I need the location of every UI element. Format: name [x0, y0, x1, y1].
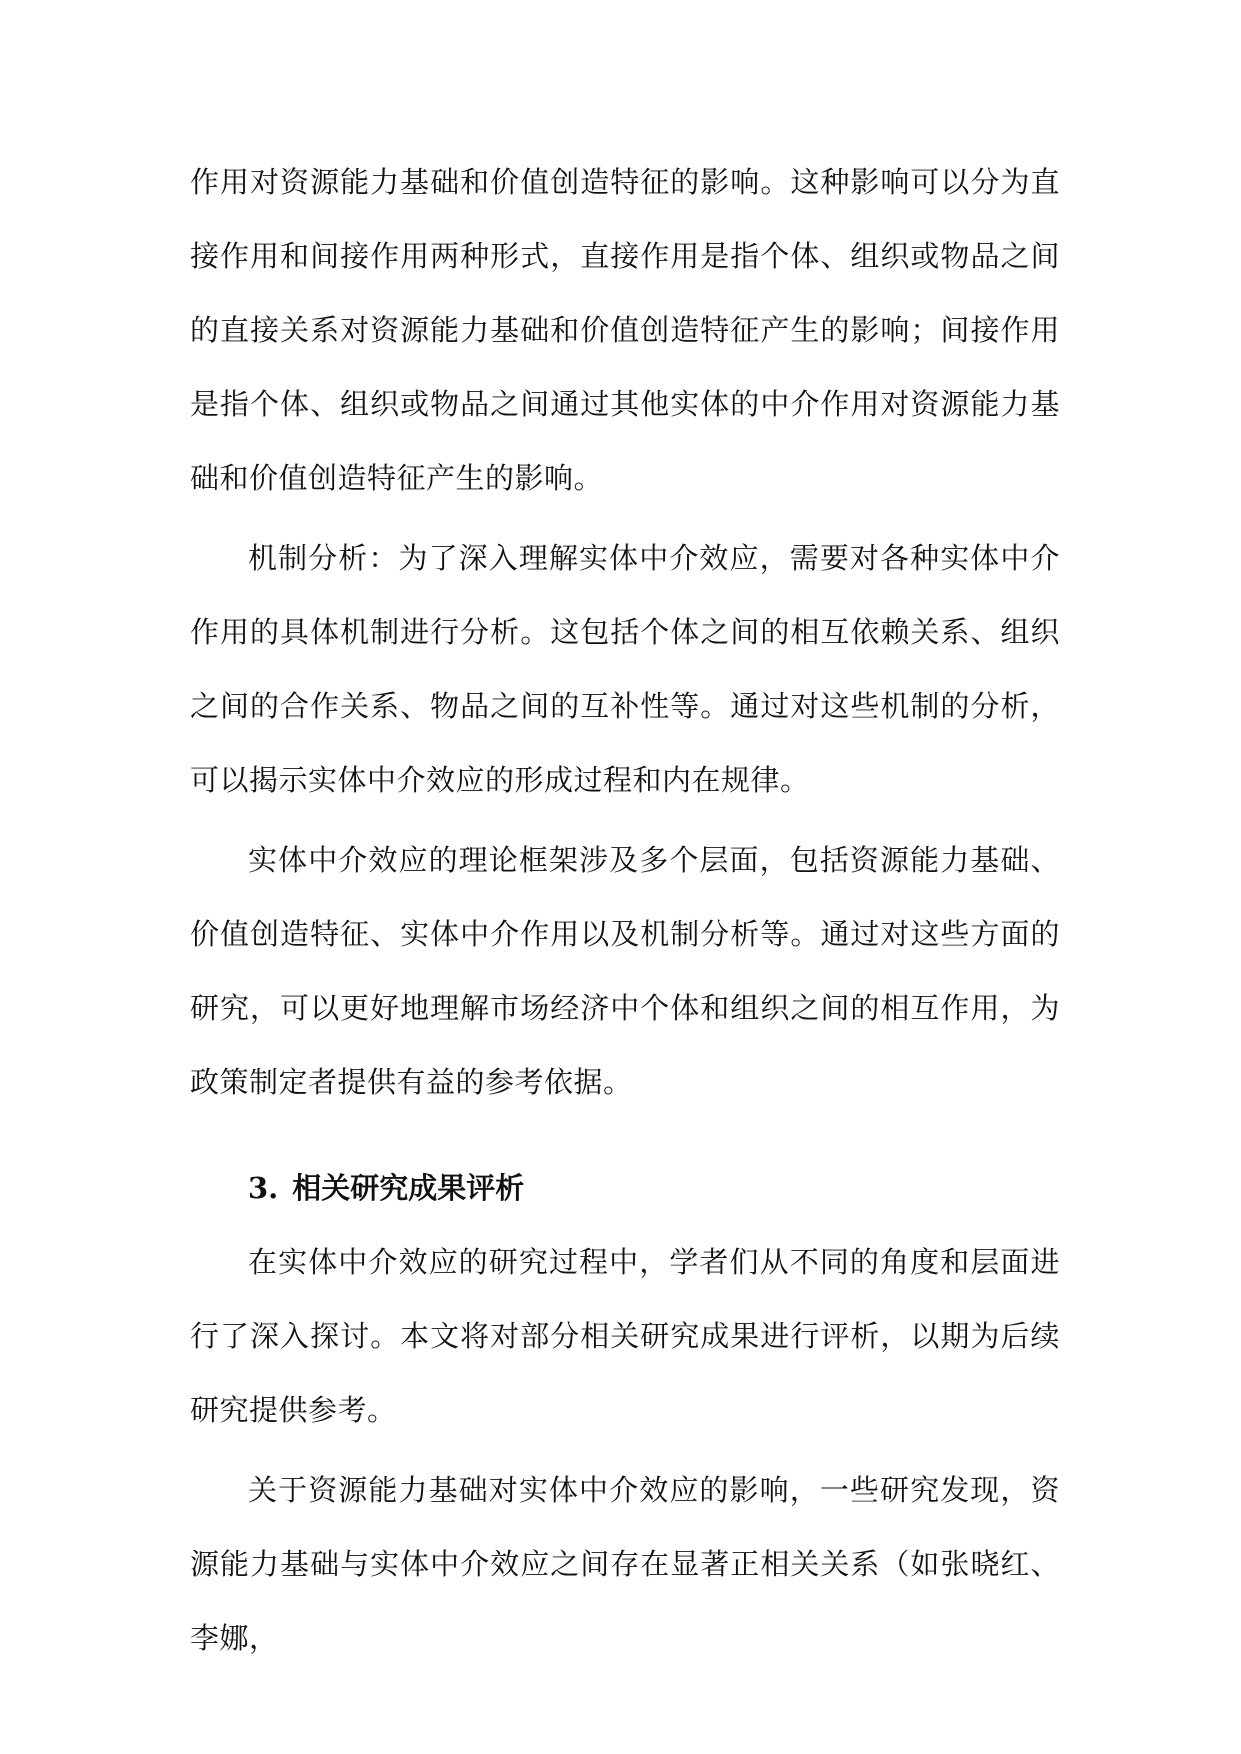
document-body	[190, 145, 1060, 1675]
paragraph-direct-indirect-effects: 作用对资源能力基础和价值创造特征的影响。这种影响可以分为直接作用和间接作用两种形式，直接作用是指个体、组织或物品之间的直接关系对资源能力基础和价值创造特征产生的影响；间接作用是指个体、组织或物品之间通过其他实体的中介作用对资源能力基础和价值创造特征产生的影响。	[190, 165, 1060, 495]
section-number: 3.	[248, 1171, 279, 1205]
section-heading	[190, 1151, 1060, 1225]
section-title: 相关研究成果评析	[292, 1171, 525, 1205]
paragraph-research-overview: 在实体中介效应的研究过程中，学者们从不同的角度和层面进行了深入探讨。本文将对部分相关研究成果进行评析，以期为后续研究提供参考。	[190, 1245, 1060, 1427]
paragraph-resource-capability: 关于资源能力基础对实体中介效应的影响，一些研究发现，资源能力基础与实体中介效应之间存在显著正相关关系（如张晓红、李娜，	[190, 1473, 1060, 1655]
paragraph-framework-summary: 实体中介效应的理论框架涉及多个层面，包括资源能力基础、价值创造特征、实体中介作用以及机制分析等。通过对这些方面的研究，可以更好地理解市场经济中个体和组织之间的相互作用，为政策制定者提供有益的参考依据。	[190, 843, 1060, 1099]
paragraph-mechanism-analysis: 机制分析：为了深入理解实体中介效应，需要对各种实体中介作用的具体机制进行分析。这包括个体之间的相互依赖关系、组织之间的合作关系、物品之间的互补性等。通过对这些机制的分析，可以揭示实体中介效应的形成过程和内在规律。	[190, 541, 1060, 797]
